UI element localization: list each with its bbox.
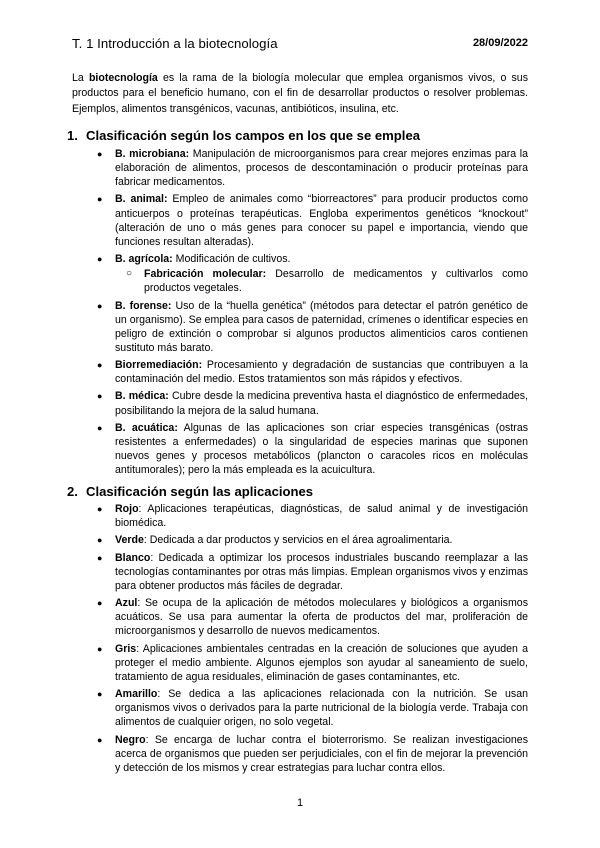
list-item — [72, 147, 528, 189]
list-item — [72, 733, 528, 775]
list-item — [72, 551, 528, 593]
document-date: 28/09/2022 — [472, 37, 528, 49]
list-item — [72, 358, 528, 386]
list-item — [72, 252, 528, 295]
item-term: B. agrícola: — [115, 253, 173, 266]
list-item — [72, 421, 528, 477]
item-text: Manipulación de microorganismos para crear mejores enzimas para la elaboración de alimentos, procesos de descontaminación o producir proteínas para fabricar medicamentos. — [115, 148, 528, 189]
document-title: T. 1 Introducción a la biotecnología — [72, 36, 278, 51]
item-term: Negro — [115, 733, 146, 746]
list-item — [72, 299, 528, 355]
bullet-icon: ● — [97, 422, 103, 433]
item-text: Procesamiento y degradación de sustancias que contribuyen a la contaminación del medio. Estos tratamientos son más rápidos y efectivos. — [115, 359, 528, 386]
item-text: : Aplicaciones ambientales centradas en la creación de soluciones que ayuden a proteger el medio ambiente. Algunos ejemplos son ayudar al saneamiento de suelo, tratamiento de agua residuales, eliminación de gases contaminantes, etc. — [115, 642, 528, 683]
item-text: : Dedicada a dar productos y servicios en el área agroalimentaria. — [143, 534, 453, 547]
bullet-icon: ● — [97, 734, 103, 745]
item-term: B. animal: — [115, 193, 168, 206]
item-term: B. acuática: — [115, 421, 178, 434]
item-term: Rojo — [115, 503, 139, 515]
section-2-number: 2. — [67, 484, 78, 499]
item-text: : Dedicada a optimizar los procesos industriales buscando reemplazar a las tecnologías contaminantes por otras más limpias. Emplean organismos vivos y enzimas para obtener productos más fáciles de degradar. — [115, 551, 528, 592]
intro-text: es la rama de la biología molecular que emplea organismos vivos, o sus productos para el beneficio humano, con el fin de desarrollar productos o resolver problemas. Ejemplos, alimentos transgénicos, vacunas, antibióticos, insulina, etc. — [72, 72, 528, 115]
item-term: Azul — [115, 597, 138, 610]
bullet-icon: ● — [97, 643, 103, 654]
bullet-icon: ● — [97, 360, 103, 371]
item-text: : Se ocupa de la aplicación de métodos moleculares y biológicos a organismos acuáticos. Se usa para aumentar la oferta de productos del mar, proliferación de microorganismos y desarrollo de nuevos medicamentos. — [115, 597, 528, 638]
list-item — [72, 389, 528, 417]
section-1-number: 1. — [67, 128, 78, 143]
sub-item-term: Fabricación molecular: — [144, 268, 267, 281]
item-term: Amarillo — [115, 688, 158, 701]
bullet-icon: ● — [97, 552, 103, 563]
item-term: Gris — [115, 642, 137, 655]
section-1 — [67, 128, 529, 480]
section-2-list — [72, 502, 528, 775]
item-text: Cubre desde la medicina preventiva hasta el diagnóstico de enfermedades, posibilitando la mejora de la salud humana. — [115, 390, 528, 417]
sub-item-text: Desarrollo de medicamentos y cultivarlos como productos vegetales. — [144, 268, 528, 295]
item-text: Algunas de las aplicaciones son criar especies transgénicas (ostras resistentes a enfermedades) o la singularidad de especies marinas que suponen nuevos genes y procesos metabólicos (plancton o caracoles ricos en moléculas antitumorales); pero la más empleada es la acuicultura. — [115, 421, 529, 477]
item-text: Modificación de cultivos. — [172, 253, 291, 266]
section-1-title-text: Clasificación según los campos en los que se emplea — [86, 128, 421, 143]
list-item — [72, 642, 528, 684]
item-text: Empleo de animales como “biorreactores” para producir productos como anticuerpos o proteínas terapéuticas. Engloba experimentos genéticos “knockout” (alteración de uno o más genes para conocer su papel e importancia, viendo que funciones resultan alteradas). — [115, 193, 528, 248]
hollow-bullet-icon: ○ — [126, 268, 133, 280]
item-text: : Se dedica a las aplicaciones relacionada con la nutrición. Se usan organismos vivos o derivados para la parte nutricional de la biología verde. Trabaja con alimentos de cualquier origen, no solo vegetal. — [115, 688, 528, 729]
page-number: 1 — [296, 797, 304, 809]
bullet-icon: ● — [97, 254, 103, 265]
bullet-icon: ● — [97, 194, 103, 205]
bullet-icon: ● — [97, 504, 103, 514]
bullet-icon: ● — [97, 300, 103, 311]
bullet-icon: ● — [97, 535, 103, 546]
section-1-list — [72, 147, 528, 477]
section-2 — [67, 484, 528, 778]
list-item — [72, 192, 528, 248]
bullet-icon: ● — [97, 391, 103, 402]
sub-list — [115, 267, 528, 295]
list-item — [72, 502, 528, 530]
section-2-title-text: Clasificación según las aplicaciones — [86, 484, 314, 499]
item-text: : Aplicaciones terapéuticas, diagnósticas, de salud animal y de investigación biomédica. — [115, 503, 528, 530]
intro-term: biotecnología — [88, 72, 158, 84]
item-term: B. forense: — [115, 299, 172, 312]
section-2-title — [67, 484, 528, 500]
bullet-icon: ● — [97, 598, 103, 609]
sub-list-item — [72, 267, 528, 295]
item-term: Verde — [115, 534, 144, 547]
item-text: Uso de la “huella genética” (métodos para detectar el patrón genético de un organismo). Se emplea para casos de paternidad, crímenes o identificar especies en peligro de extinción o comprobar si algunos productos alimenticios caros contienen sustituto más barato. — [115, 299, 528, 354]
list-item — [72, 596, 528, 638]
page-header — [72, 36, 528, 54]
item-term: B. médica: — [115, 390, 169, 403]
list-item — [72, 533, 528, 547]
section-1-title — [67, 128, 528, 144]
intro-prefix: La — [72, 72, 89, 84]
item-term: Biorremediación: — [115, 359, 203, 372]
bullet-icon: ● — [97, 149, 103, 159]
list-item — [72, 687, 528, 729]
item-term: B. microbiana: — [115, 148, 190, 160]
item-term: Blanco — [115, 551, 151, 564]
item-text: : Se encarga de luchar contra el bioterrorismo. Se realizan investigaciones acerca de organismos que pueden ser perjudiciales, con el fin de mejorar la prevención y detección de los mismos y crear estrategias para luchar contra ellos. — [115, 733, 528, 774]
bullet-icon: ● — [97, 689, 103, 700]
intro-paragraph — [72, 71, 528, 117]
